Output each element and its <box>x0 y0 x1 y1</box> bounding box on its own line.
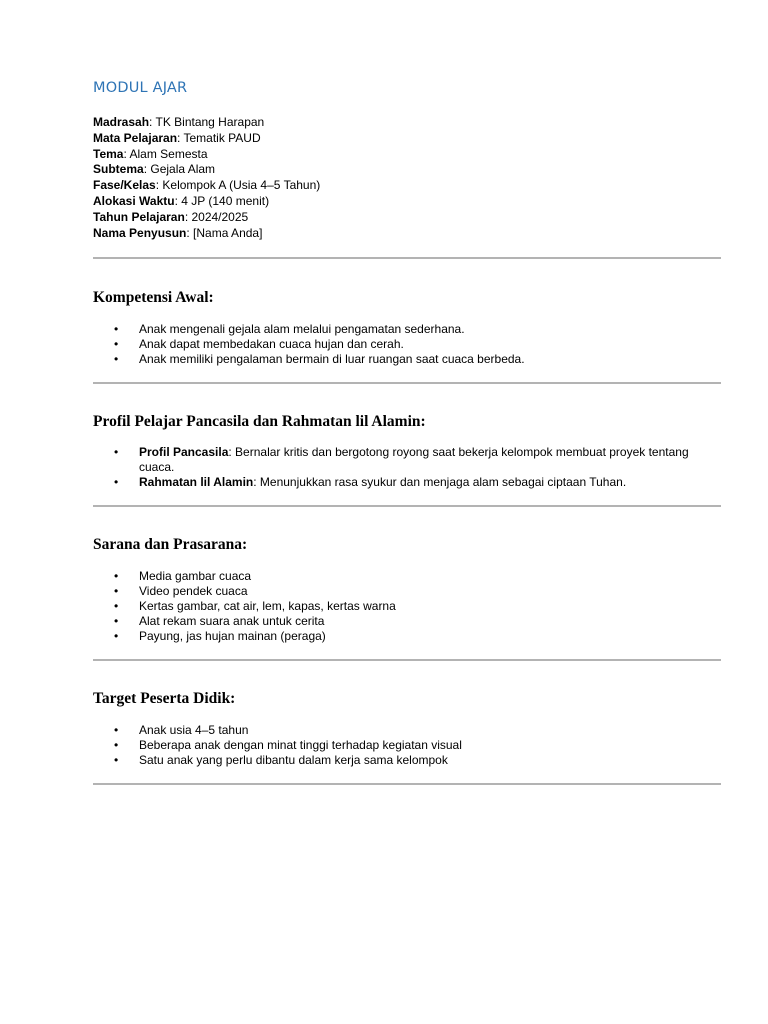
bullet-icon: • <box>114 629 119 644</box>
meta-value: : Alam Semesta <box>123 146 208 161</box>
meta-row <box>93 115 721 131</box>
section-divider <box>93 257 721 259</box>
meta-row <box>93 131 721 147</box>
bullet-icon: • <box>114 599 119 614</box>
meta-key: Alokasi Waktu <box>93 193 175 208</box>
meta-key: Madrasah <box>93 115 150 129</box>
meta-key: Tema <box>93 146 124 161</box>
meta-key: Subtema <box>93 162 144 177</box>
meta-row <box>93 194 721 210</box>
section-title-profil-pelajar: Profil Pelajar Pancasila dan Rahmatan lil Alamin: <box>93 413 426 431</box>
list-item: • Anak dapat membedakan cuaca hujan dan cerah. <box>114 337 404 352</box>
bullet-icon: • <box>114 337 119 352</box>
sarana-prasarana-list <box>93 569 721 644</box>
bullet-icon: • <box>114 738 119 753</box>
target-peserta-list <box>93 723 721 768</box>
list-item: • Payung, jas hujan mainan (peraga) <box>114 629 326 644</box>
document-title: MODUL AJAR <box>93 80 188 96</box>
list-item: • Rahmatan lil Alamin: Menunjukkan rasa syukur dan menjaga alam sebagai ciptaan Tuhan. <box>114 475 627 490</box>
meta-value: : 2024/2025 <box>184 209 249 224</box>
bullet-icon: • <box>114 352 119 367</box>
metadata-block <box>93 115 721 241</box>
list-item: • Media gambar cuaca <box>114 569 252 584</box>
bullet-icon: • <box>114 322 119 337</box>
meta-value: : Gejala Alam <box>143 162 216 177</box>
meta-value: : Tematik PAUD <box>177 130 261 145</box>
meta-row <box>93 162 721 178</box>
list-item: • Anak usia 4–5 tahun <box>114 723 249 738</box>
bullet-icon: • <box>114 445 119 460</box>
section-divider <box>93 659 721 661</box>
bullet-icon: • <box>114 584 119 599</box>
section-title-kompetensi-awal: Kompetensi Awal: <box>93 289 214 307</box>
meta-key: Nama Penyusun <box>93 225 187 240</box>
meta-row <box>93 226 721 242</box>
section-title-sarana-prasarana: Sarana dan Prasarana: <box>93 536 248 554</box>
meta-key: Tahun Pelajaran <box>93 209 185 224</box>
meta-value: : Kelompok A (Usia 4–5 Tahun) <box>155 178 321 193</box>
meta-value: : 4 JP (140 menit) <box>174 193 270 208</box>
bullet-icon: • <box>114 614 119 629</box>
meta-row <box>93 147 721 163</box>
bullet-icon: • <box>114 753 119 768</box>
list-item: • Profil Pancasila: Bernalar kritis dan bergotong royong saat bekerja kelompok membuat proyek tentang cuaca. <box>114 445 689 475</box>
list-item: • Kertas gambar, cat air, lem, kapas, kertas warna <box>114 599 396 614</box>
section-title-target-peserta: Target Peserta Didik: <box>93 690 236 708</box>
list-item: • Beberapa anak dengan minat tinggi terhadap kegiatan visual <box>114 738 462 753</box>
meta-value: : [Nama Anda] <box>186 225 263 240</box>
list-item: • Anak mengenali gejala alam melalui pengamatan sederhana. <box>114 322 465 337</box>
list-item: • Alat rekam suara anak untuk cerita <box>114 614 325 629</box>
profil-pelajar-list <box>93 445 721 490</box>
bullet-icon: • <box>114 475 119 490</box>
bullet-icon: • <box>114 723 119 738</box>
meta-value: : TK Bintang Harapan <box>149 115 265 129</box>
section-divider <box>93 505 721 507</box>
list-item: • Video pendek cuaca <box>114 584 248 599</box>
bullet-icon: • <box>114 569 119 584</box>
meta-row <box>93 210 721 226</box>
section-divider <box>93 382 721 384</box>
meta-row <box>93 178 721 194</box>
list-item: • Anak memiliki pengalaman bermain di luar ruangan saat cuaca berbeda. <box>114 352 525 367</box>
meta-key: Fase/Kelas <box>93 178 156 193</box>
document-page <box>93 78 721 785</box>
section-divider <box>93 783 721 785</box>
kompetensi-awal-list <box>93 322 721 367</box>
meta-key: Mata Pelajaran <box>93 130 178 145</box>
list-item: • Satu anak yang perlu dibantu dalam kerja sama kelompok <box>114 753 448 768</box>
